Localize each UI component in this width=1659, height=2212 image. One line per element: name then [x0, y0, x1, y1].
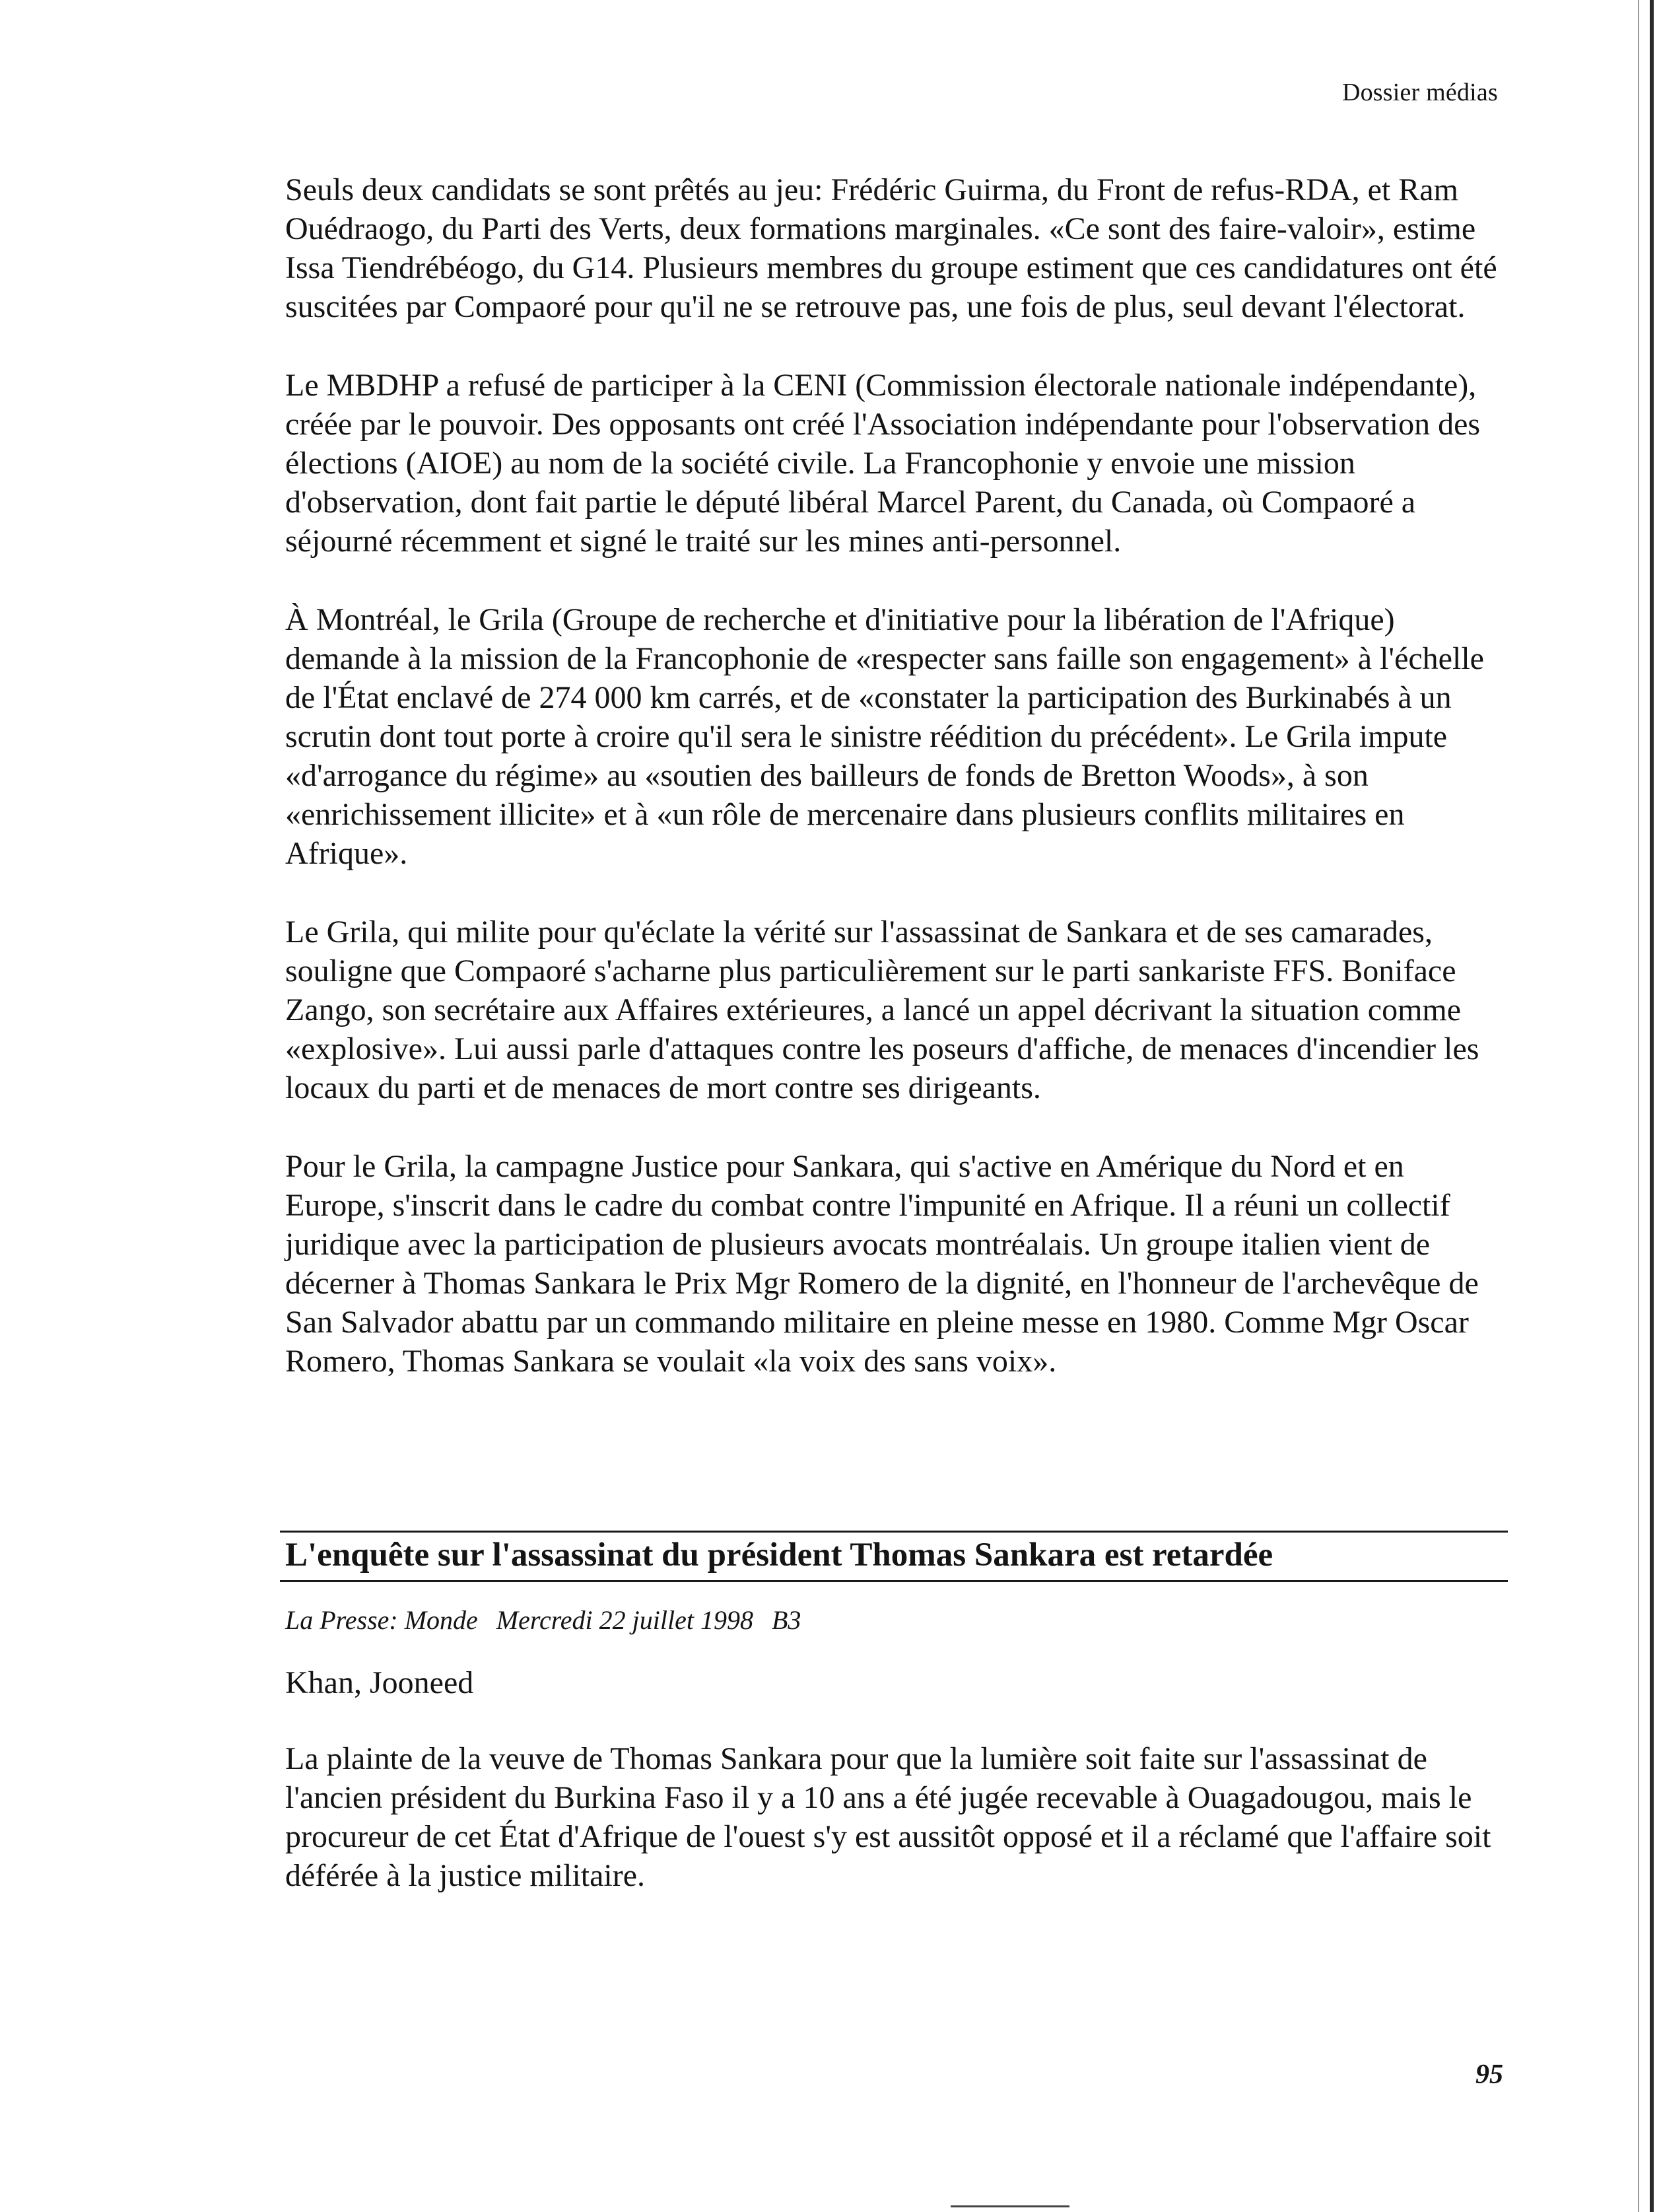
article-section	[280, 1531, 1508, 1895]
article-page-ref: B3	[771, 1605, 801, 1635]
scan-edge-line	[1638, 0, 1639, 2212]
body-text	[285, 170, 1500, 1420]
paragraph-2: Le MBDHP a refusé de participer à la CENI (Commission électorale nationale indépendante), créée par le pouvoir. Des opposants ont créé l'Association indépendante pour l'observation des élections (AIOE) au nom de la société civile. La Francophonie y envoie une mission d'observation, dont fait partie le député libéral Marcel Parent, du Canada, où Compaoré a séjourné récemment et signé le traité sur les mines anti-personnel.	[285, 368, 1481, 559]
paragraph-3: À Montréal, le Grila (Groupe de recherche et d'initiative pour la libération de l'Afrique) demande à la mission de la Francophonie de «respecter sans faille son engagement» à l'échelle de l'État enclavé de 274 000 km carrés, et de «constater la participation des Burkinabés à un scrutin dont tout porte à croire qu'il sera le sinistre réédition du précédent». Le Grila impute «d'arrogance du régime» au «soutien des bailleurs de fonds de Bretton Woods», à son «enrichissement illicite» et à «un rôle de mercenaire dans plusieurs conflits militaires en Afrique».	[285, 602, 1484, 871]
scan-binding-edge	[1650, 0, 1654, 2212]
page-number: 95	[1475, 2059, 1503, 2090]
paragraph-1: Seuls deux candidats se sont prêtés au jeu: Frédéric Guirma, du Front de refus-RDA, et Ram Ouédraogo, du Parti des Verts, deux formations marginales. «Ce sont des faire-valoir», estime Issa Tiendrébéogo, du G14. Plusieurs membres du groupe estiment que ces candidatures ont été suscitées par Compaoré pour qu'il ne se retrouve pas, une fois de plus, seul devant l'électorat.	[285, 172, 1497, 324]
article-source-line	[285, 1605, 1508, 1636]
paragraph-5: Pour le Grila, la campagne Justice pour Sankara, qui s'active en Amérique du Nord et en Europe, s'inscrit dans le cadre du combat contre l'impunité en Afrique. Il a réuni un collectif juridique avec la participation de plusieurs avocats montréalais. Un groupe italien vient de décerner à Thomas Sankara le Prix Mgr Romero de la dignité, en l'honneur de l'archevêque de San Salvador abattu par un commando militaire en pleine messe en 1980. Comme Mgr Oscar Romero, Thomas Sankara se voulait «la voix des sans voix».	[285, 1149, 1479, 1379]
article-lead-paragraph: La plainte de la veuve de Thomas Sankara pour que la lumière soit faite sur l'assassinat de l'ancien président du Burkina Faso il y a 10 ans a été jugée recevable à Ouagadougou, mais le procureur de cet État d'Afrique de l'ouest s'y est aussitôt opposé et il a réclamé que l'affaire soit déférée à la justice militaire.	[285, 1741, 1491, 1893]
running-header: Dossier médias	[1341, 79, 1498, 106]
article-date: Mercredi 22 juillet 1998	[496, 1605, 753, 1635]
article-author: Khan, Jooneed	[285, 1665, 474, 1700]
article-title: L'enquête sur l'assassinat du président Thomas Sankara est retardée	[280, 1531, 1508, 1582]
scan-bottom-mark	[951, 2205, 1069, 2207]
paragraph-4: Le Grila, qui milite pour qu'éclate la vérité sur l'assassinat de Sankara et de ses camarades, souligne que Compaoré s'acharne plus particulièrement sur le parti sankariste FFS. Boniface Zango, son secrétaire aux Affaires extérieures, a lancé un appel décrivant la situation comme «explosive». Lui aussi parle d'attaques contre les poseurs d'affiche, de menaces d'incendier les locaux du parti et de menaces de mort contre ses dirigeants.	[285, 915, 1479, 1105]
article-source: La Presse: Monde	[285, 1605, 478, 1635]
